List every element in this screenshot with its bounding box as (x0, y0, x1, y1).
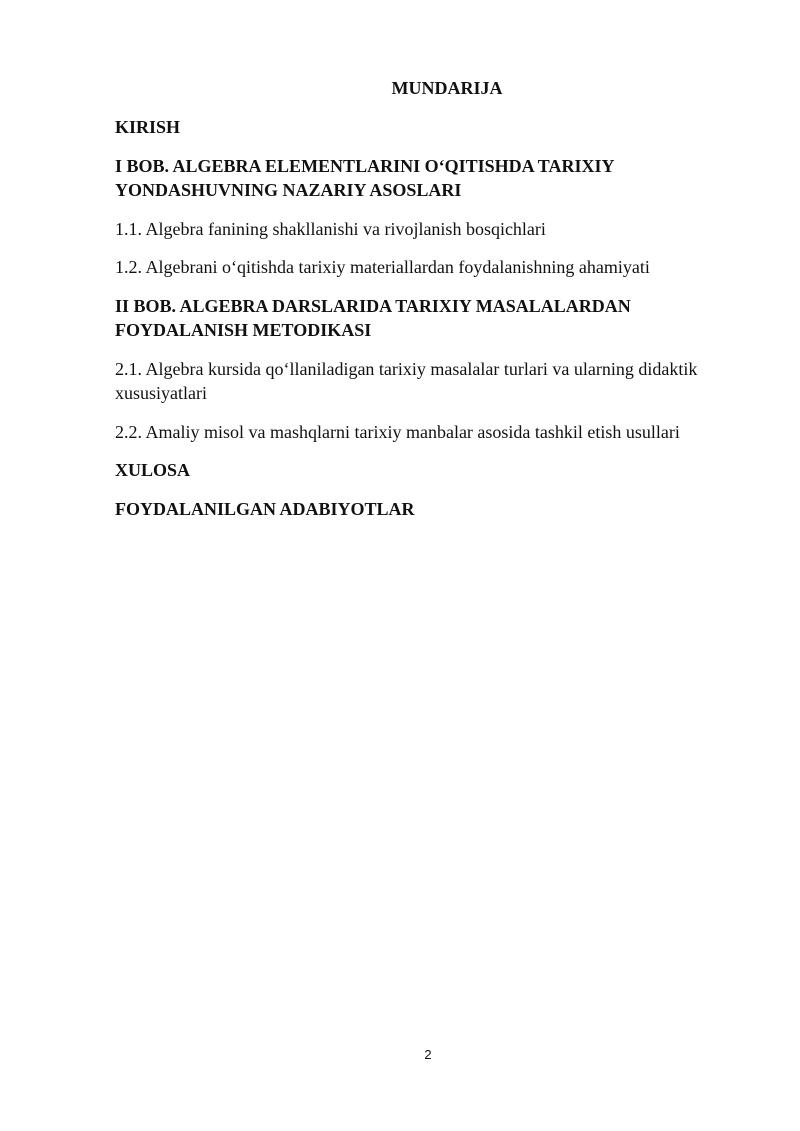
toc-entry-section-2-2: 2.2. Amaliy misol va mashqlarni tarixiy manbalar asosida tashkil etish usullari (115, 421, 680, 442)
toc-entry-adabiyotlar: FOYDALANILGAN ADABIYOTLAR (115, 498, 415, 519)
page-title: MUNDARIJA (391, 78, 503, 98)
page-number: 2 (424, 1047, 432, 1062)
toc-entry-xulosa: XULOSA (115, 460, 191, 480)
toc-entry-kirish: KIRISH (115, 117, 181, 137)
toc-entry-section-2-1: 2.1. Algebra kursida qo‘llaniladigan tarixiy masalalar turlari va ularning didaktik xususiyatlari (115, 358, 698, 403)
table-of-contents (115, 115, 755, 535)
toc-entry-section-1-1: 1.1. Algebra fanining shakllanishi va rivojlanish bosqichlari (115, 218, 546, 239)
toc-entry-chapter-2: II BOB. ALGEBRA DARSLARIDA TARIXIY MASALALARDAN FOYDALANISH METODIKASI (115, 295, 631, 340)
toc-entry-chapter-1: I BOB. ALGEBRA ELEMENTLARINI O‘QITISHDA TARIXIY YONDASHUVNING NAZARIY ASOSLARI (115, 155, 614, 200)
toc-entry-section-1-2: 1.2. Algebrani o‘qitishda tarixiy materiallardan foydalanishning ahamiyati (115, 257, 650, 277)
